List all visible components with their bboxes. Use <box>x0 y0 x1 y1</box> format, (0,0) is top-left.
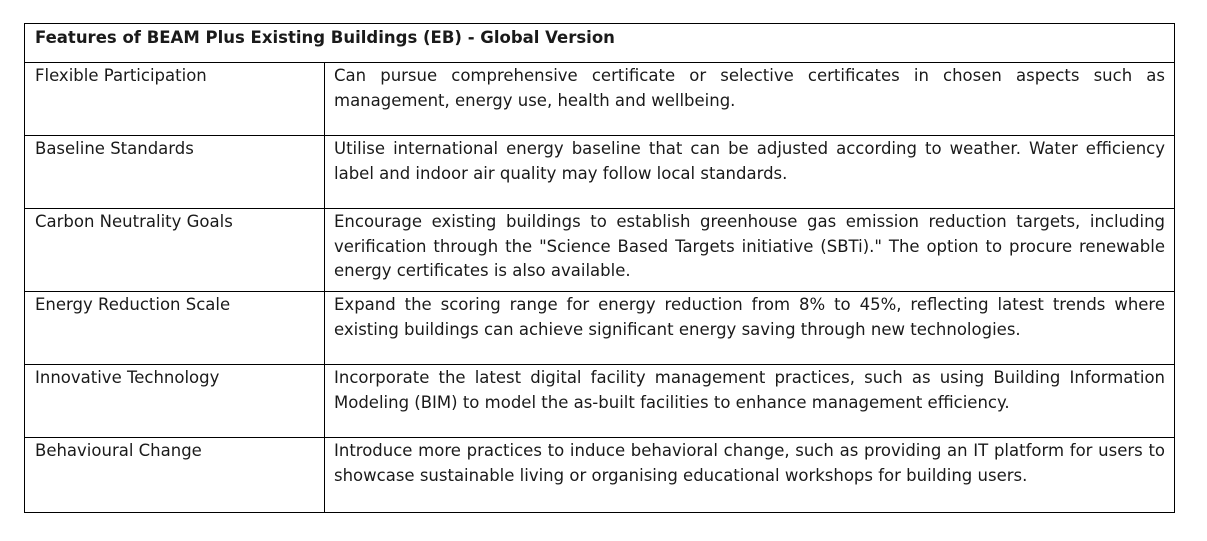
feature-description-cell: Utilise international energy baseline that can be adjusted according to weather. Water efficiency label and indoor air quality may follow local standards. <box>325 136 1175 209</box>
features-table <box>24 23 1175 513</box>
table-row <box>25 136 1175 209</box>
feature-name-cell: Carbon Neutrality Goals <box>25 209 325 292</box>
feature-description-cell: Introduce more practices to induce behavioral change, such as providing an IT platform for users to showcase sustainable living or organising educational workshops for building users. <box>325 438 1175 513</box>
feature-name-cell: Baseline Standards <box>25 136 325 209</box>
table-row <box>25 438 1175 513</box>
table-row <box>25 365 1175 438</box>
feature-description-cell: Can pursue comprehensive certificate or selective certificates in chosen aspects such as management, energy use, health and wellbeing. <box>325 63 1175 136</box>
feature-description-cell: Incorporate the latest digital facility management practices, such as using Building Information Modeling (BIM) to model the as-built facilities to enhance management efficiency. <box>325 365 1175 438</box>
feature-name-cell: Innovative Technology <box>25 365 325 438</box>
feature-name-cell: Flexible Participation <box>25 63 325 136</box>
feature-description-cell: Expand the scoring range for energy reduction from 8% to 45%, reflecting latest trends where existing buildings can achieve significant energy saving through new technologies. <box>325 292 1175 365</box>
table-row <box>25 63 1175 136</box>
feature-name-cell: Behavioural Change <box>25 438 325 513</box>
table-row <box>25 292 1175 365</box>
feature-name-cell: Energy Reduction Scale <box>25 292 325 365</box>
table-title: Features of BEAM Plus Existing Buildings (EB) - Global Version <box>25 24 1175 63</box>
table-header-row <box>25 24 1175 63</box>
table-row <box>25 209 1175 292</box>
feature-description-cell: Encourage existing buildings to establish greenhouse gas emission reduction targets, including verification through the "Science Based Targets initiative (SBTi)." The option to procure renewable energy certificates is also available. <box>325 209 1175 292</box>
